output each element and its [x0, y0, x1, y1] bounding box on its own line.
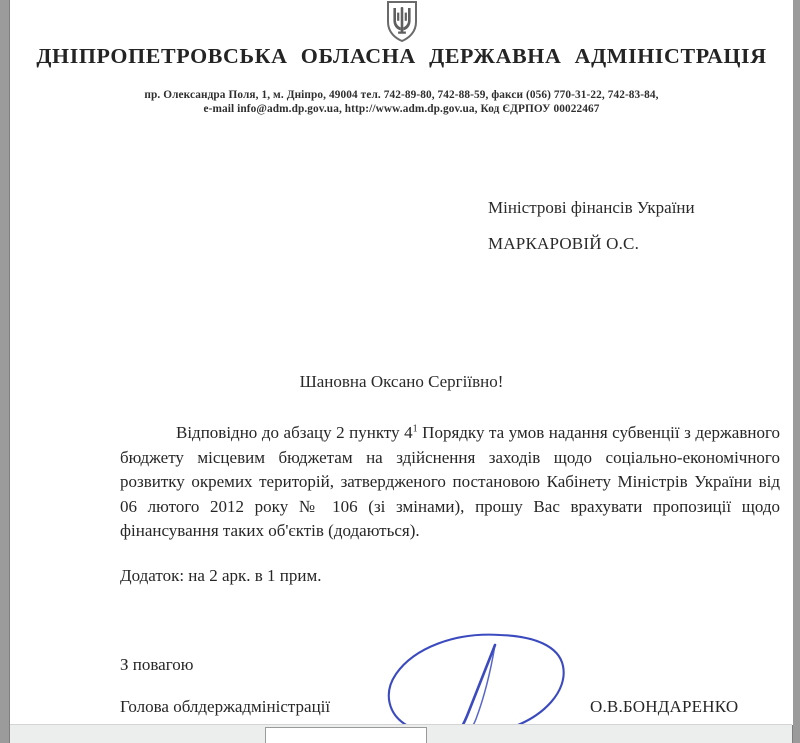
signer-name: О.В.БОНДАРЕНКО: [590, 697, 739, 716]
addressee-name: МАРКАРОВІЙ О.С.: [488, 234, 640, 253]
organization-contacts: [10, 88, 793, 116]
body-part-1: Відповідно до абзацу 2 пункту 4: [176, 423, 413, 442]
letter-page: [10, 0, 793, 725]
organization-title: ДНІПРОПЕТРОВСЬКА ОБЛАСНА ДЕРЖАВНА АДМІНІСТРАЦІЯ: [36, 44, 767, 68]
body-superscript: 1: [412, 423, 418, 435]
contacts-line-1: пр. Олександра Поля, 1, м. Дніпро, 49004 тел. 742-89-80, 742-88-59, факси (056) 770-31-22, 742-83-84,: [144, 89, 659, 101]
closing-regards: З повагою: [120, 655, 194, 674]
addressee-block: [488, 190, 695, 262]
viewer-right-edge-bar: [792, 0, 800, 743]
footer-input-box[interactable]: [265, 727, 427, 743]
attachment-note: Додаток: на 2 арк. в 1 прим.: [120, 566, 322, 585]
signer-role: Голова облдержадміністрації: [120, 697, 331, 716]
salutation: Шановна Оксано Сергіївно!: [299, 372, 504, 391]
addressee-position: Міністрові фінансів України: [488, 198, 695, 217]
viewer-left-edge-bar: [0, 0, 10, 743]
contacts-line-2: e-mail info@adm.dp.gov.ua, http://www.adm.dp.gov.ua, Код ЄДРПОУ 00022467: [203, 103, 600, 115]
letter-body: [120, 421, 780, 544]
ukrainian-coat-of-arms-icon: [385, 0, 419, 40]
viewer-footer-strip: [10, 724, 792, 743]
letterhead-emblem-area: [10, 0, 793, 40]
handwritten-signature: [382, 622, 602, 725]
body-part-2: Порядку та умов надання субвенції з державного бюджету місцевим бюджетам на здійснення заходів щодо соціально-економічного розвитку окремих територій, затвердженого постановою Кабінету Міністрів України від 06 лютого 2012 року № 106 (зі змінами), прошу Вас врахувати пропозиції щодо фінансування таких об'єктів (додаються).: [120, 423, 780, 540]
